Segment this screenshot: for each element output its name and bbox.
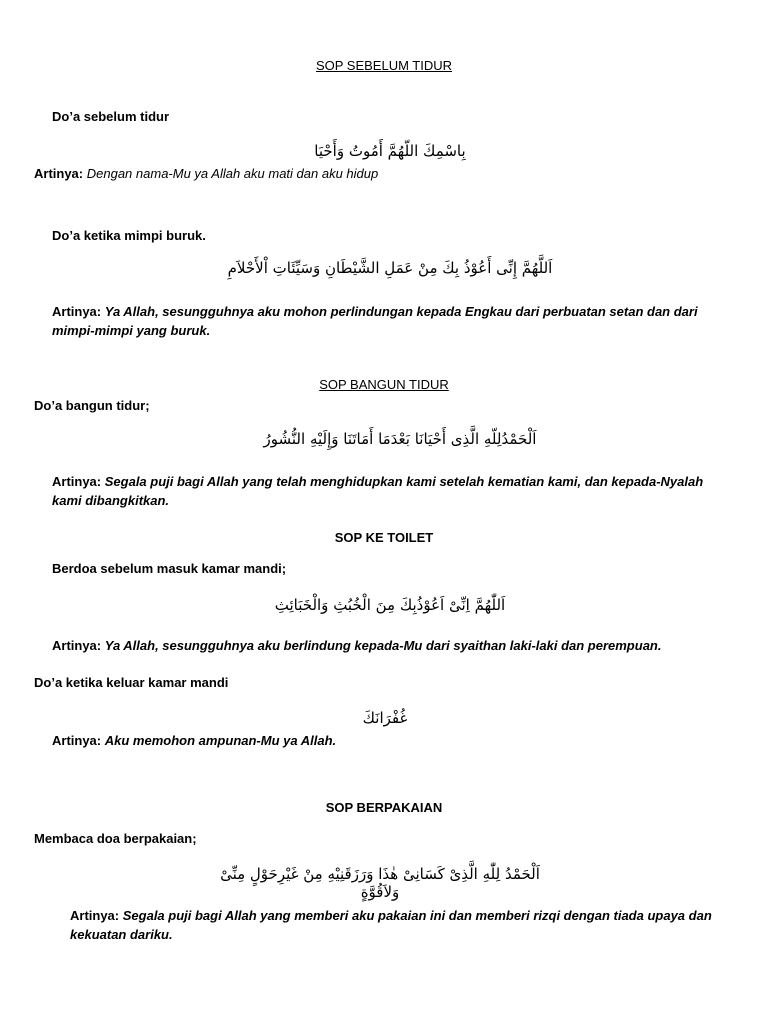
meaning-label: Artinya: — [70, 908, 120, 923]
arabic-text-sebelum-tidur: بِاسْمِكَ اللّهُمَّ أَمُوتُ وَأَحْيَا — [314, 142, 466, 160]
meaning-label: Artinya: — [52, 733, 102, 748]
meaning-berpakaian — [70, 906, 740, 944]
meaning-bangun-tidur — [52, 472, 732, 510]
section-title-berpakaian: SOP BERPAKAIAN — [325, 800, 443, 815]
meaning-label: Artinya: — [34, 166, 84, 181]
meaning-sebelum-tidur — [34, 164, 734, 183]
meaning-text: Aku memohon ampunan-Mu ya Allah. — [104, 733, 337, 748]
dua-heading-bangun-tidur: Do’a bangun tidur; — [34, 398, 150, 413]
arabic-text-mimpi-buruk: اَللَّهُمَّ إِنِّى أَعُوْذُ بِكَ مِنْ عَمَلِ الشَّيْطَانِ وَسَيِّئَاتِ اْلأَحْلاَمِ — [227, 259, 553, 277]
arabic-text-berpakaian: اَلْحَمْدُ لِلّٰهِ الَّذِىْ كَسَانِىْ هٰذَا وَرَزَقَنِيْهِ مِنْ غَيْرِحَوْلٍ مِنِّىْ وَلاَقُوَّةٍ — [220, 865, 540, 901]
dua-heading-berpakaian: Membaca doa berpakaian; — [34, 831, 197, 846]
arabic-text-bangun-tidur: اَلْحَمْدُلِلّهِ الَّذِى أَحْيَانَا بَعْدَمَا أَمَاتَنَا وَإِلَيْهِ النُّشُورُ — [263, 430, 537, 448]
section-title-ke-toilet: SOP KE TOILET — [334, 530, 434, 545]
meaning-label: Artinya: — [52, 474, 102, 489]
meaning-label: Artinya: — [52, 638, 102, 653]
meaning-text: Segala puji bagi Allah yang memberi aku pakaian ini dan memberi rizqi dengan tiada upaya dan kekuatan dariku. — [70, 908, 712, 942]
arabic-text-keluar-kamar-mandi: غُفْرَانَكَ — [362, 709, 408, 727]
arabic-text-masuk-kamar-mandi: اَللّٰهُمَّ اِنِّىْ اَعُوْذُبِكَ مِنَ الْخُبُثِ وَالْخَبَائِثِ — [274, 596, 506, 614]
dua-heading-keluar-kamar-mandi: Do’a ketika keluar kamar mandi — [34, 675, 229, 690]
meaning-text: Segala puji bagi Allah yang telah menghidupkan kami setelah kematian kami, dan kepada-Nyalah kami dibangkitkan. — [52, 474, 704, 508]
meaning-masuk-kamar-mandi — [52, 636, 742, 655]
meaning-keluar-kamar-mandi — [52, 731, 652, 750]
dua-heading-masuk-kamar-mandi: Berdoa sebelum masuk kamar mandi; — [52, 561, 287, 576]
meaning-label: Artinya: — [52, 304, 102, 319]
dua-heading-mimpi-buruk: Do’a ketika mimpi buruk. — [52, 228, 206, 243]
meaning-text: Dengan nama-Mu ya Allah aku mati dan aku hidup — [86, 166, 379, 181]
dua-heading-sebelum-tidur: Do’a sebelum tidur — [52, 109, 170, 124]
section-title-bangun-tidur: SOP BANGUN TIDUR — [319, 377, 449, 392]
meaning-mimpi-buruk — [52, 302, 722, 340]
meaning-text: Ya Allah, sesungguhnya aku berlindung kepada-Mu dari syaithan laki-laki dan perempuan. — [104, 638, 662, 653]
section-title-sebelum-tidur: SOP SEBELUM TIDUR — [315, 58, 453, 73]
meaning-text: Ya Allah, sesungguhnya aku mohon perlindungan kepada Engkau dari perbuatan setan dan dari mimpi-mimpi yang buruk. — [52, 304, 698, 338]
